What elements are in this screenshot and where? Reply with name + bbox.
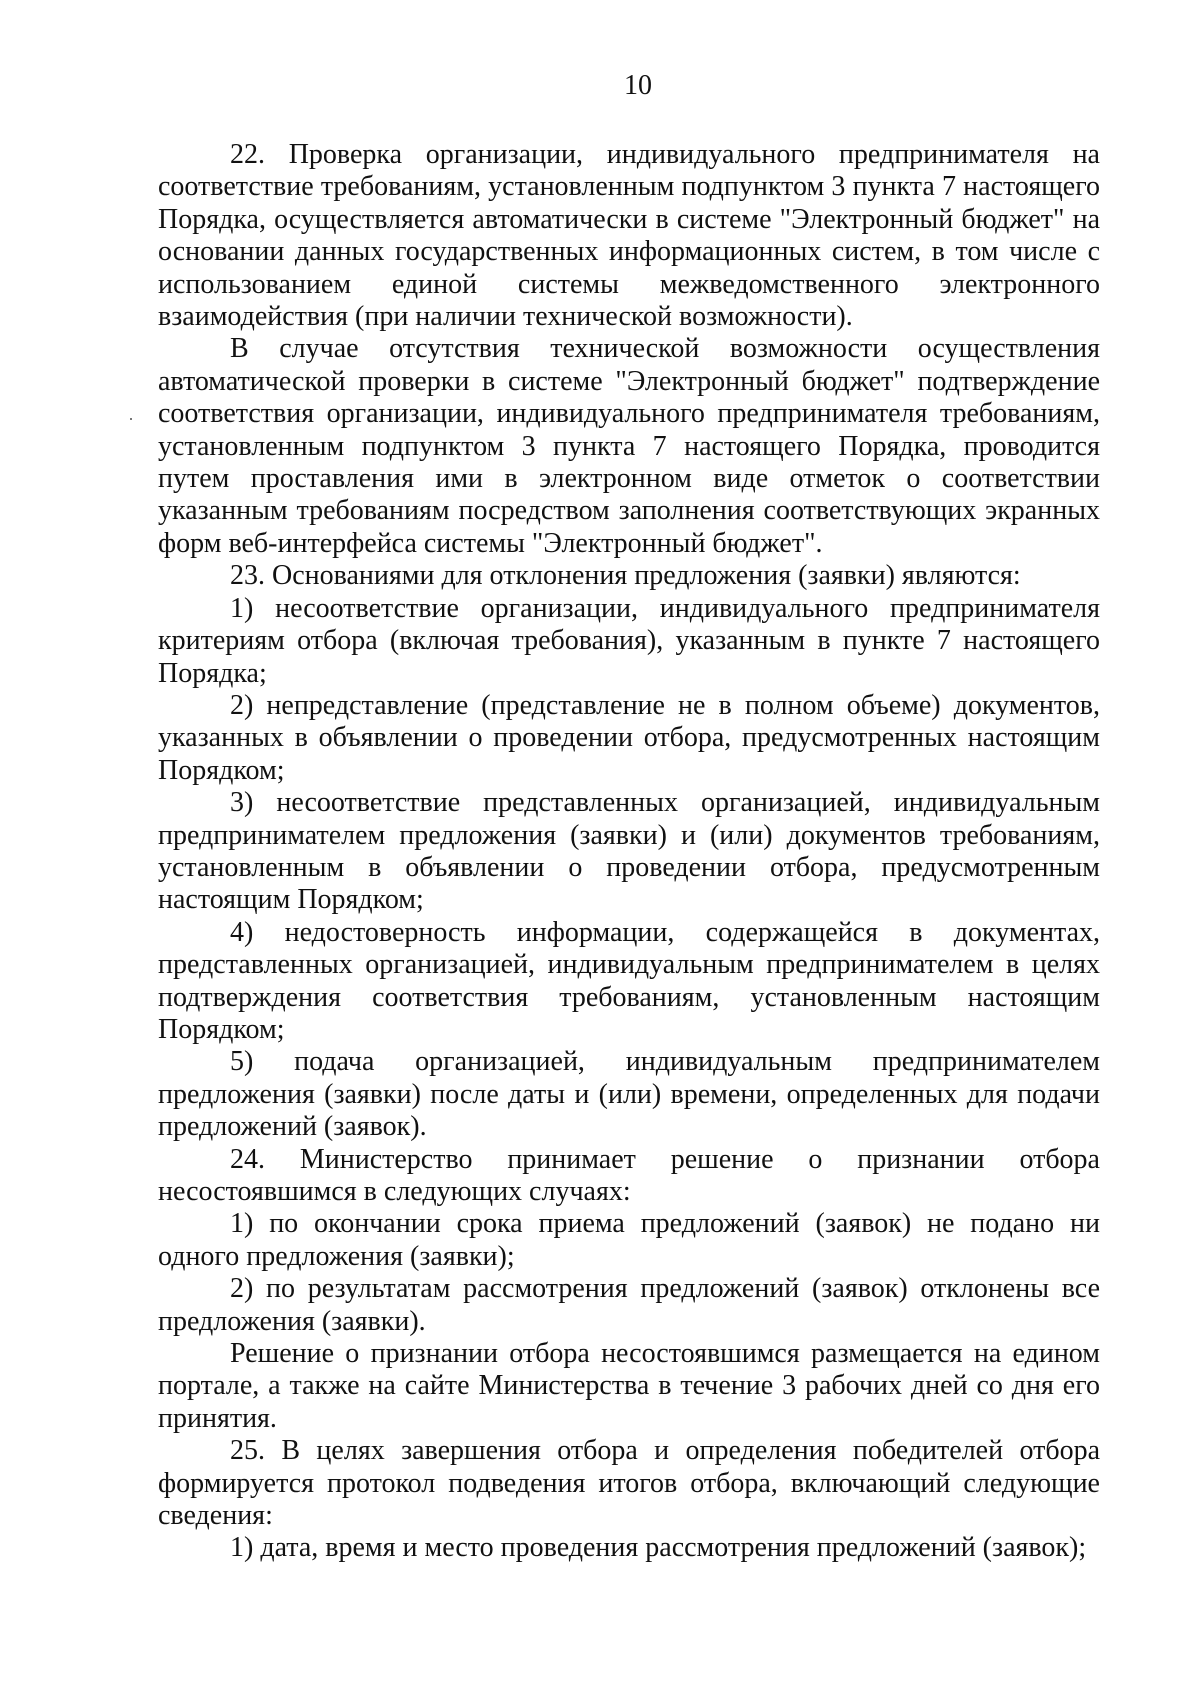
- paragraph-24-decision: Решение о признании отбора несостоявшимся размещается на едином портале, а также на сайте Министерства в течение 3 рабочих дней со дня его принятия.: [158, 1338, 1100, 1434]
- list-item-24-2: 2) по результатам рассмотрения предложений (заявок) отклонены все предложения (заявки).: [158, 1273, 1100, 1337]
- list-item-23-1: 1) несоответствие организации, индивидуального предпринимателя критериям отбора (включая требования), указанным в пункте 7 настоящего Порядка;: [158, 592, 1100, 689]
- paragraph-25: 25. В целях завершения отбора и определения победителей отбора формируется протокол подведения итогов отбора, включающий следующие сведения:: [158, 1435, 1100, 1532]
- paragraph-22-continued: В случае отсутствия технической возможности осуществления автоматической проверки в системе "Электронный бюджет" подтверждение соответствия организации, индивидуального предпринимателя требованиям, установленным подпунктом 3 пункта 7 настоящего Порядка, проводится путем проставления ими в электронном виде отметок о соответствии указанным требованиям посредством заполнения соответствующих экранных форм веб-интерфейса системы "Электронный бюджет".: [158, 333, 1100, 559]
- list-item-23-5: 5) подача организацией, индивидуальным предпринимателем предложения (заявки) после даты и (или) времени, определенных для подачи предложений (заявок).: [158, 1046, 1100, 1143]
- list-item-23-2: 2) непредставление (представление не в полном объеме) документов, указанных в объявлении о проведении отбора, предусмотренных настоящим Порядком;: [158, 689, 1100, 786]
- paragraph-23: 23. Основаниями для отклонения предложения (заявки) являются:: [230, 560, 1021, 592]
- list-item-25-1: 1) дата, время и место проведения рассмотрения предложений (заявок);: [230, 1532, 1087, 1564]
- list-item-23-4: 4) недостоверность информации, содержащейся в документах, представленных организацией, индивидуальным предпринимателем в целях подтверждения соответствия требованиям, установленным настоящим Порядком;: [158, 916, 1100, 1045]
- document-body: [158, 139, 1100, 1565]
- list-item-23-3: 3) несоответствие представленных организацией, индивидуальным предпринимателем предложения (заявки) и (или) документов требованиям, установленным в объявлении о проведении отбора, предусмотренным настоящим Порядком;: [158, 787, 1100, 916]
- paragraph-24: 24. Министерство принимает решение о признании отбора несостоявшимся в следующих случаях:: [158, 1143, 1100, 1207]
- list-item-24-1: 1) по окончании срока приема предложений (заявок) не подано ни одного предложения (заявки);: [158, 1208, 1100, 1272]
- page-number: 10: [624, 70, 652, 101]
- scan-speck: [130, 418, 132, 420]
- paragraph-22: 22. Проверка организации, индивидуального предпринимателя на соответствие требованиям, установленным подпунктом 3 пункта 7 настоящего Порядка, осуществляется автоматически в системе "Электронный бюджет" на основании данных государственных информационных систем, в том числе с использованием единой системы межведомственного электронного взаимодействия (при наличии технической возможности).: [158, 139, 1100, 333]
